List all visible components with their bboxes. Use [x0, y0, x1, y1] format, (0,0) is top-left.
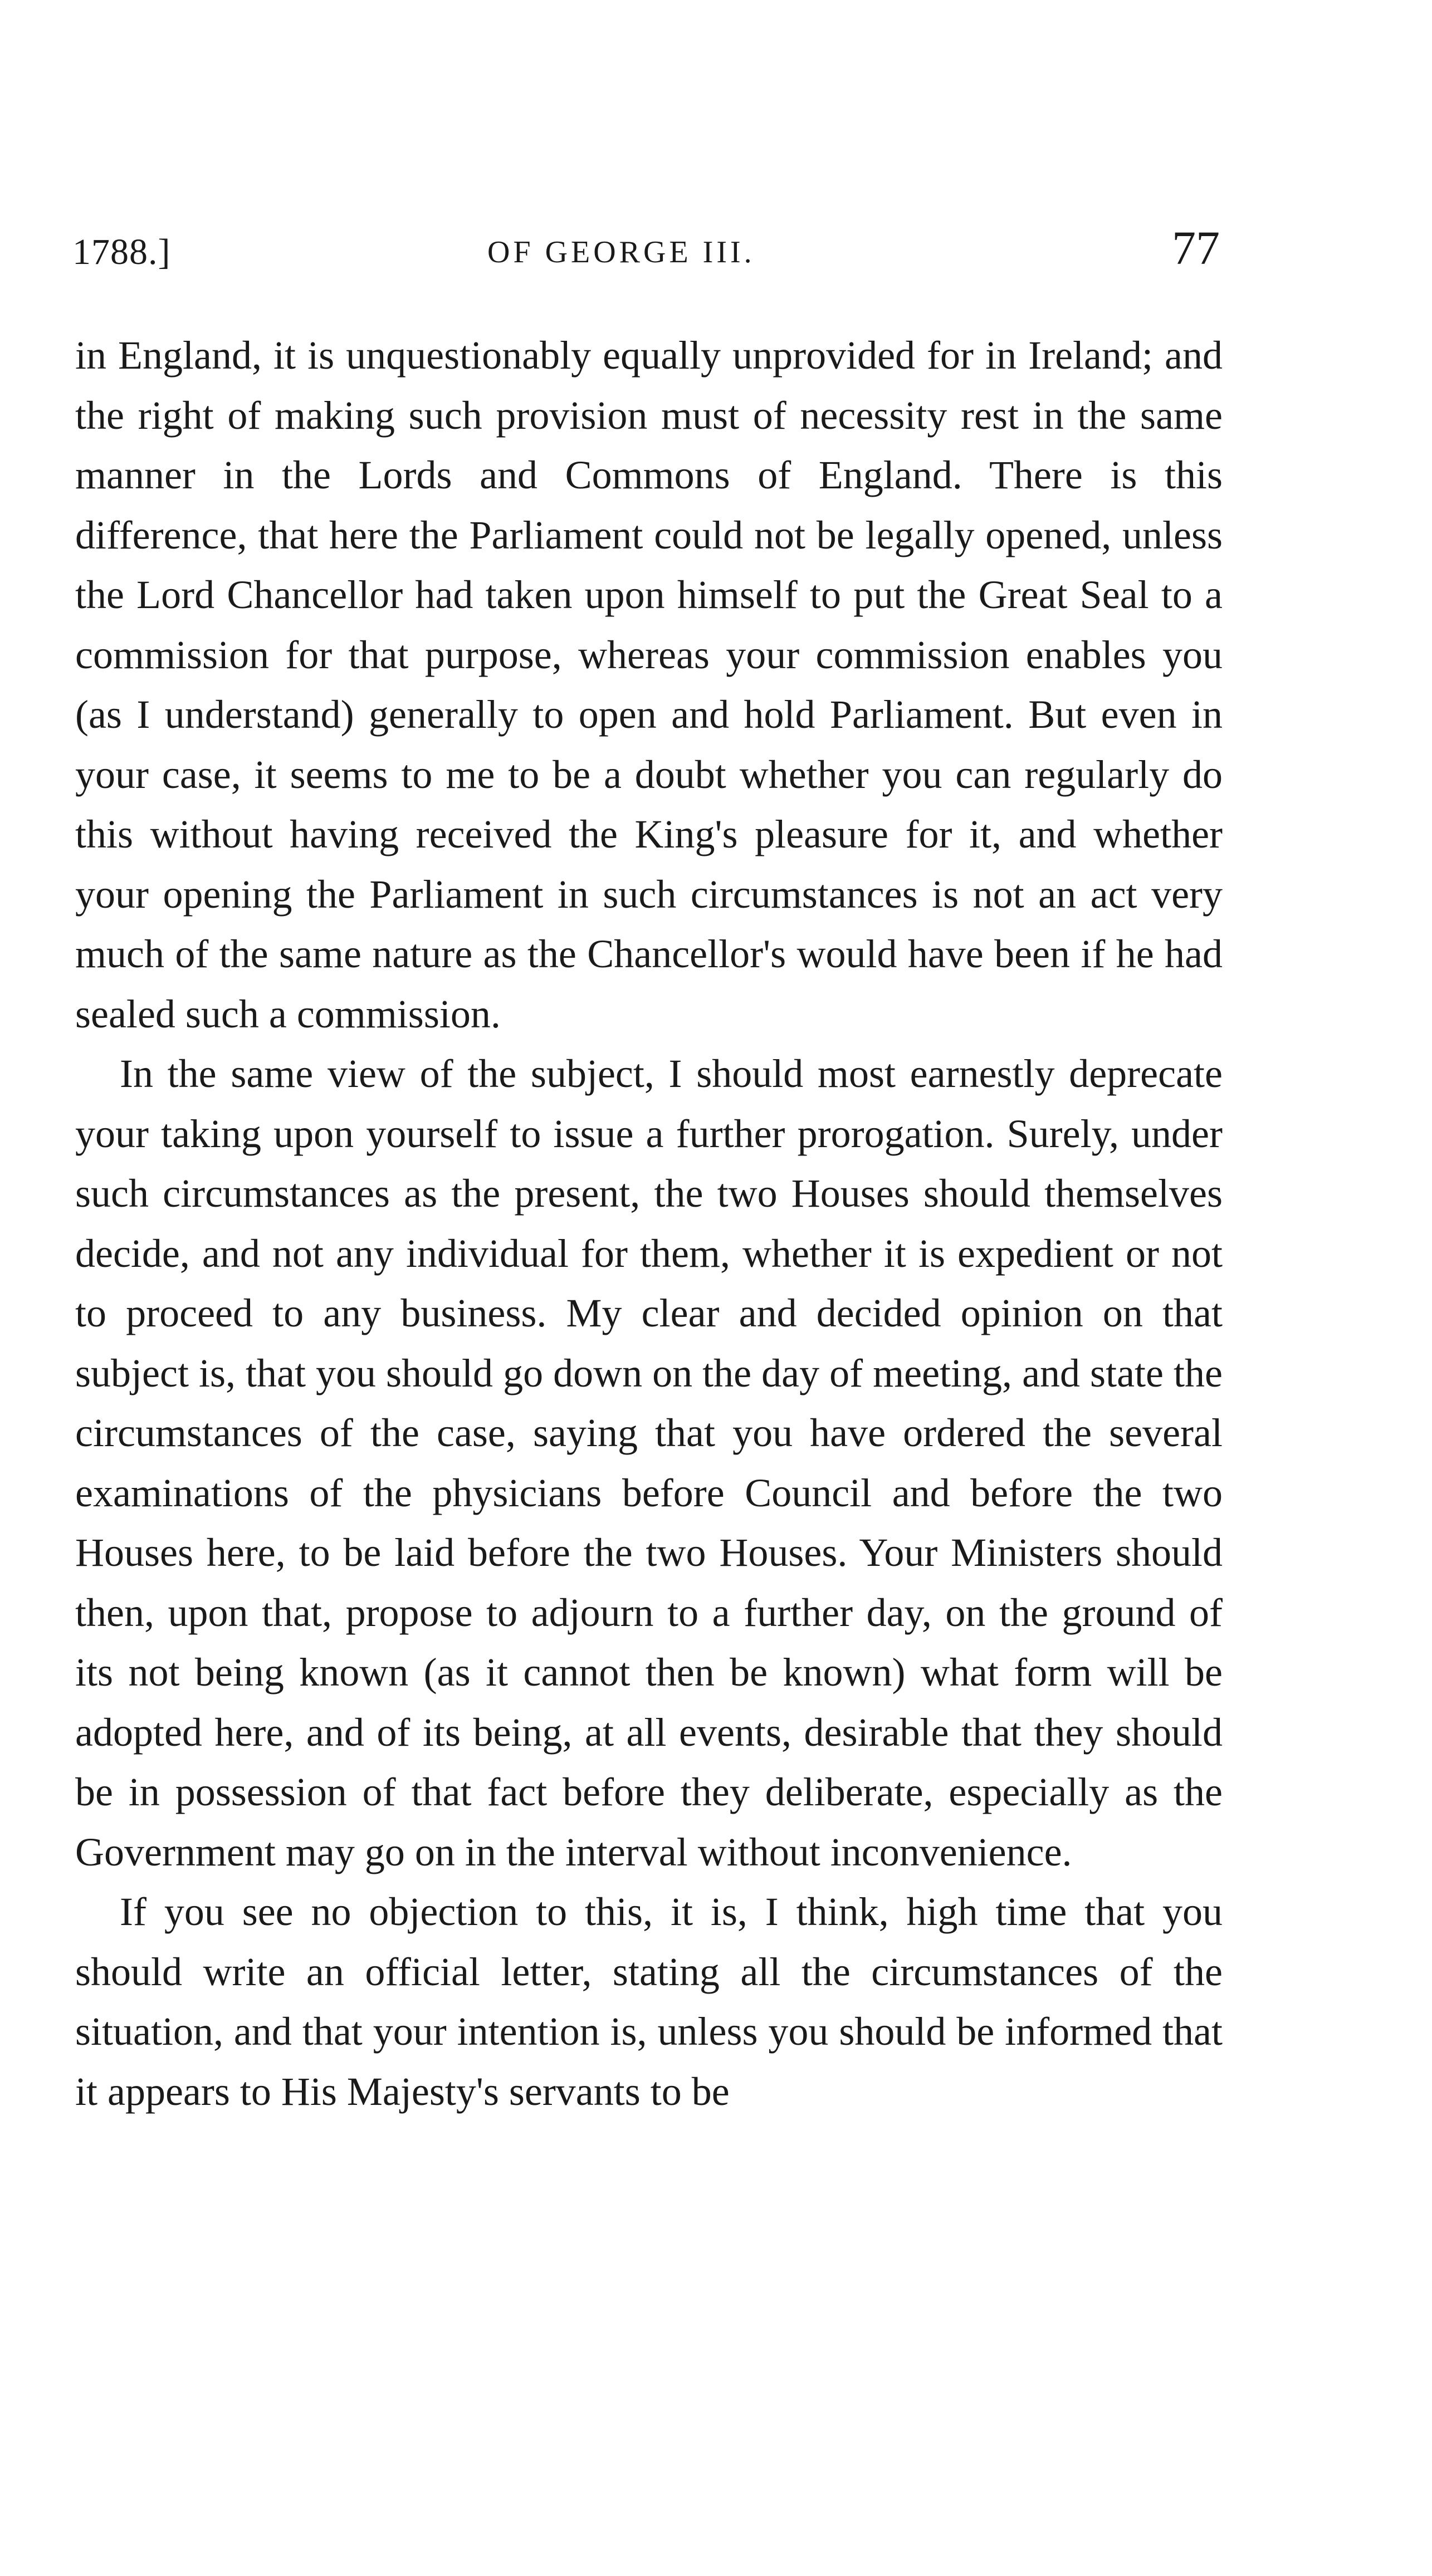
paragraph: In the same view of the subject, I should most earnestly deprecate your taking upon yourself to issue a further prorogation. Surely, under such circumstances as the present, the two Houses should themselves decide, and not any individual for them, whether it is expedient or not to proceed to any business. My clear and decided opinion on that subject is, that you should go down on the day of meeting, and state the circumstances of the case, saying that you have ordered the several examinations of the physicians before Council and before the two Houses here, to be laid before the two Houses. Your Ministers should then, upon that, propose to adjourn to a further day, on the ground of its not being known (as it cannot then be known) what form will be adopted here, and of its being, at all events, desirable that they should be in possession of that fact before they deliberate, especially as the Government may go on in the interval without inconvenience. — [75, 1051, 1223, 1874]
running-head-title: OF GEORGE III. — [487, 235, 755, 270]
running-head-year: 1788.] — [72, 232, 171, 272]
paragraph-continued: in England, it is unquestionably equally unprovided for in Ireland; and the right of making such provision must of necessity rest in the same manner in the Lords and Commons of England. There is this difference, that here the Parliament could not be legally opened, unless the Lord Chancellor had taken upon himself to put the Great Seal to a commission for that purpose, whereas your commission enables you (as I understand) generally to open and hold Parliament. But even in your case, it seems to me to be a doubt whether you can regularly do this without having received the King's pleasure for it, and whether your opening the Parliament in such circumstances is not an act very much of the same nature as the Chancellor's would have been if he had sealed such a commission. — [75, 333, 1223, 1036]
running-head — [72, 220, 1220, 281]
body-text — [75, 326, 1223, 2122]
page-number: 77 — [1172, 221, 1220, 275]
paragraph: If you see no objection to this, it is, I think, high time that you should write an official letter, stating all the circumstances of the situation, and that your intention is, unless you should be informed that it appears to His Majesty's servants to be — [75, 1889, 1223, 2114]
